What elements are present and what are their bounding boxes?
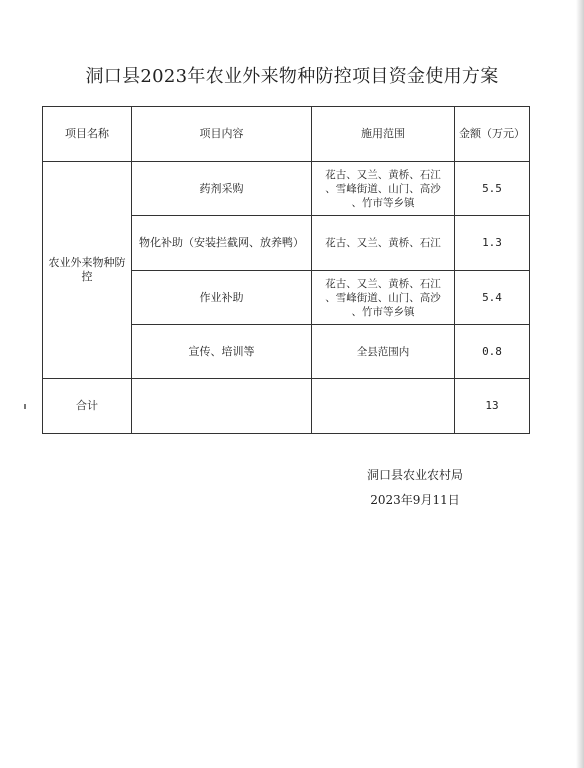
total-scope-cell xyxy=(312,379,455,434)
scan-mark xyxy=(24,404,26,409)
scope-cell xyxy=(312,162,455,216)
project-name-cell: 农业外来物种防控 xyxy=(43,162,132,379)
table-row xyxy=(43,162,530,216)
scope-cell xyxy=(312,271,455,325)
header-scope: 施用范围 xyxy=(312,107,455,162)
content-cell: 药剂采购 xyxy=(132,162,312,216)
content-cell: 作业补助 xyxy=(132,271,312,325)
amount-cell: 1.3 xyxy=(455,216,530,271)
scope-cell xyxy=(312,216,455,271)
scope-line: 、雪峰街道、山门、高沙 xyxy=(325,182,441,195)
header-project-name: 项目名称 xyxy=(43,107,132,162)
scope-line: 全县范围内 xyxy=(356,345,410,358)
scope-line: 花古、又兰、黄桥、石江 xyxy=(325,277,441,290)
amount-cell: 5.5 xyxy=(455,162,530,216)
content-cell: 宣传、培训等 xyxy=(132,325,312,379)
scope-cell xyxy=(312,325,455,379)
page-edge-shadow xyxy=(576,0,584,768)
total-amount-cell: 13 xyxy=(455,379,530,434)
budget-table xyxy=(42,106,530,434)
scope-line: 、雪峰街道、山门、高沙 xyxy=(325,291,441,304)
total-label-cell: 合计 xyxy=(43,379,132,434)
amount-cell: 5.4 xyxy=(455,271,530,325)
scope-line: 花古、又兰、黄桥、石江 xyxy=(325,237,441,249)
document-title: 洞口县2023年农业外来物种防控项目资金使用方案 xyxy=(85,66,499,87)
scope-line: 、竹市等乡镇 xyxy=(351,305,415,318)
amount-cell: 0.8 xyxy=(455,325,530,379)
content-cell: 物化补助（安装拦截网、放养鸭） xyxy=(132,216,312,271)
issue-date: 2023年9月11日 xyxy=(370,493,460,507)
header-amount: 金额（万元） xyxy=(455,107,530,162)
scope-line: 、竹市等乡镇 xyxy=(351,196,415,209)
total-row xyxy=(43,379,530,434)
header-project-content: 项目内容 xyxy=(132,107,312,162)
table-header-row xyxy=(43,107,530,162)
issuer-name: 洞口县农业农村局 xyxy=(366,468,463,482)
scope-line: 花古、又兰、黄桥、石江 xyxy=(325,168,441,181)
total-content-cell xyxy=(132,379,312,434)
